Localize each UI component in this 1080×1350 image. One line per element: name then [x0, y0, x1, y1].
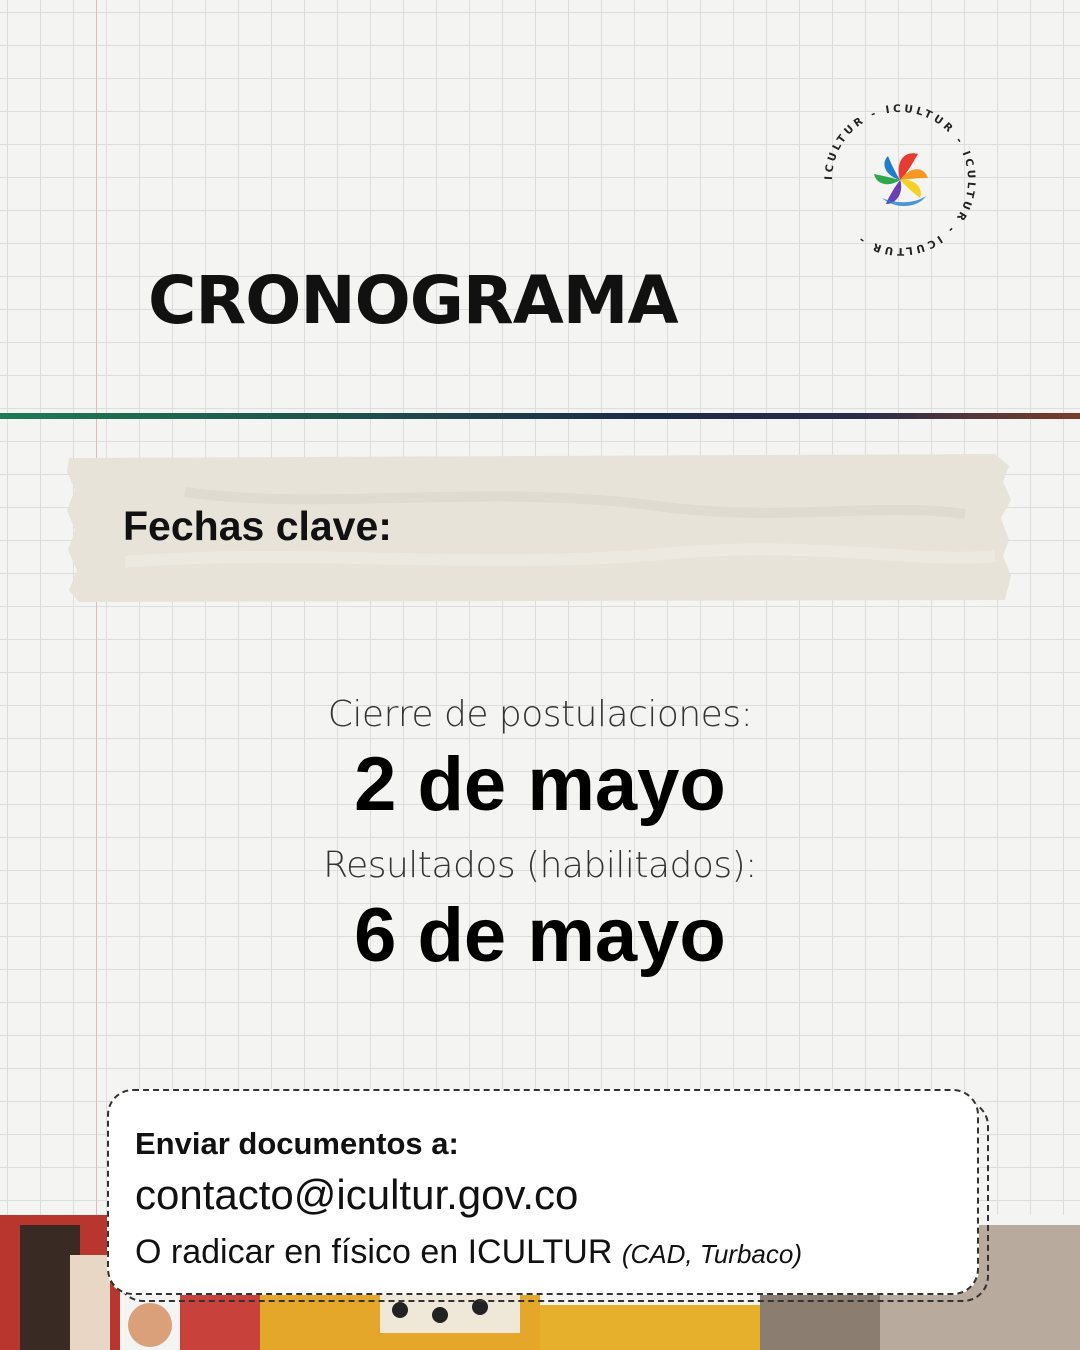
physical-submission-main: O radicar en físico en ICULTUR: [135, 1233, 613, 1271]
closing-date: 2 de mayo: [354, 742, 726, 827]
logo-ring-text: ICULTUR - ICULTUR - ICULTUR - ICULTUR -: [822, 102, 978, 258]
physical-submission-text: [135, 1233, 802, 1272]
results-date: 6 de mayo: [354, 893, 726, 978]
gradient-divider: [0, 413, 1080, 419]
key-dates-label: Fechas clave:: [123, 503, 392, 549]
icultur-logo: [815, 95, 985, 265]
contact-heading: Enviar documentos a:: [135, 1126, 459, 1161]
notebook-margin-line: [96, 0, 97, 1350]
key-dates-list: [0, 690, 1080, 981]
page-title: CRONOGRAMA: [148, 262, 678, 339]
results-date-label: Resultados (habilitados):: [323, 845, 757, 886]
physical-submission-note: (CAD, Turbaco): [621, 1239, 802, 1269]
contact-email-link[interactable]: contacto@icultur.gov.co: [135, 1171, 579, 1218]
closing-date-label: Cierre de postulaciones:: [327, 694, 753, 735]
